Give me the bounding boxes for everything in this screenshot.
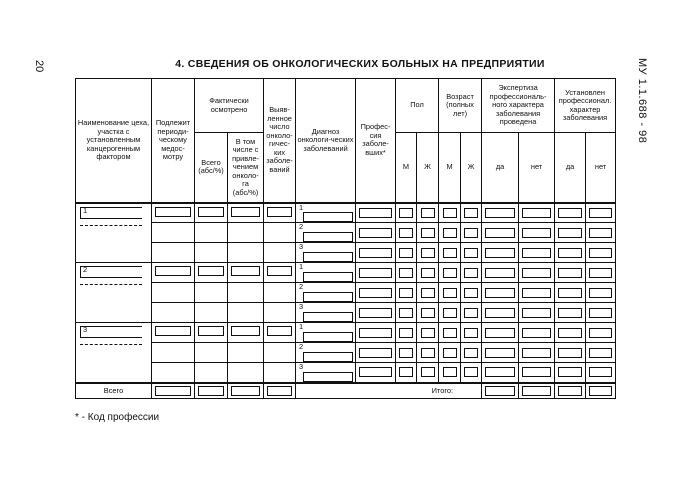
diagnosis-field[interactable] <box>303 312 353 322</box>
table-row <box>76 343 616 363</box>
age-zh-field[interactable] <box>464 248 478 258</box>
sex-m-checkbox[interactable] <box>399 328 413 338</box>
diagnosis-field[interactable] <box>303 252 353 262</box>
expertise-no-field[interactable] <box>522 268 551 278</box>
established-yes-field[interactable] <box>558 308 582 318</box>
expertise-yes-field[interactable] <box>485 228 515 238</box>
row-number: 1 <box>299 322 304 332</box>
age-m-field[interactable] <box>443 348 457 358</box>
profession-field[interactable] <box>359 308 392 318</box>
group-number: 2 <box>83 265 88 274</box>
age-m-field[interactable] <box>443 367 457 377</box>
profession-field[interactable] <box>359 268 392 278</box>
header-examined-total: Всего (абс/%) <box>195 133 228 203</box>
header-established: Установлен профессионал. характер заболевания <box>555 79 616 133</box>
row-number: 3 <box>299 302 304 312</box>
sex-m-checkbox[interactable] <box>399 228 413 238</box>
expertise-no-field[interactable] <box>522 228 551 238</box>
established-no-field[interactable] <box>589 288 612 298</box>
sex-zh-checkbox[interactable] <box>421 208 435 218</box>
total-examined-field[interactable] <box>198 386 224 396</box>
expertise-yes-field[interactable] <box>485 367 515 377</box>
footnote: * - Код профессии <box>75 412 160 423</box>
sex-zh-checkbox[interactable] <box>421 308 435 318</box>
established-no-field[interactable] <box>589 348 612 358</box>
table-row <box>76 243 616 263</box>
row-number: 1 <box>299 262 304 272</box>
header-age-zh: Ж <box>461 133 482 203</box>
age-zh-field[interactable] <box>464 308 478 318</box>
expertise-no-field[interactable] <box>522 248 551 258</box>
header-name: Наименование цеха, участка с установленным канцерогенным фактором <box>76 79 152 203</box>
sex-m-checkbox[interactable] <box>399 288 413 298</box>
age-zh-field[interactable] <box>464 348 478 358</box>
header-sex-zh: Ж <box>417 133 439 203</box>
profession-field[interactable] <box>359 328 392 338</box>
established-yes-field[interactable] <box>558 328 582 338</box>
established-yes-field[interactable] <box>558 288 582 298</box>
group-number: 1 <box>83 205 88 215</box>
expertise-yes-field[interactable] <box>485 248 515 258</box>
row-number: 1 <box>299 202 304 212</box>
row-number: 3 <box>299 242 304 252</box>
header-diagnosis: Диагноз онкологи-ческих заболеваний <box>296 79 356 203</box>
examined-oncologist-field[interactable] <box>231 326 260 336</box>
expertise-no-field[interactable] <box>522 308 551 318</box>
expertise-yes-field[interactable] <box>485 288 515 298</box>
row-number: 3 <box>299 362 304 371</box>
diagnosis-field[interactable] <box>303 372 353 382</box>
table-row <box>76 223 616 243</box>
established-yes-field[interactable] <box>558 248 582 258</box>
table-row <box>76 363 616 383</box>
examined-total-field[interactable] <box>198 326 224 336</box>
row-number: 2 <box>299 222 304 232</box>
age-zh-field[interactable] <box>464 367 478 377</box>
sex-m-checkbox[interactable] <box>399 248 413 258</box>
established-no-field[interactable] <box>589 248 612 258</box>
total-found-field[interactable] <box>267 386 292 396</box>
found-field[interactable] <box>267 326 292 336</box>
total-label: Всего <box>76 383 152 399</box>
examined-total-field[interactable] <box>198 207 224 217</box>
sex-zh-checkbox[interactable] <box>421 288 435 298</box>
profession-field[interactable] <box>359 348 392 358</box>
row-number: 2 <box>299 282 304 292</box>
age-m-field[interactable] <box>443 288 457 298</box>
age-zh-field[interactable] <box>464 228 478 238</box>
total-oncologist-field[interactable] <box>231 386 260 396</box>
profession-field[interactable] <box>359 228 392 238</box>
header-profession: Профес-сия заболе-вших* <box>356 79 396 203</box>
profession-field[interactable] <box>359 288 392 298</box>
age-m-field[interactable] <box>443 268 457 278</box>
sex-m-checkbox[interactable] <box>399 367 413 377</box>
table-row <box>76 203 616 223</box>
oncology-form-table <box>75 78 616 399</box>
established-yes-field[interactable] <box>558 367 582 377</box>
profession-field[interactable] <box>359 367 392 377</box>
diagnosis-field[interactable] <box>303 212 353 222</box>
subject-field[interactable] <box>155 266 191 276</box>
sex-m-checkbox[interactable] <box>399 208 413 218</box>
header-subject: Подлежит периоди-ческому медос-мотру <box>152 79 195 203</box>
age-m-field[interactable] <box>443 248 457 258</box>
diagnosis-field[interactable] <box>303 332 353 342</box>
established-no-field[interactable] <box>589 228 612 238</box>
header-examined: Фактически осмотрено <box>195 79 264 133</box>
age-m-field[interactable] <box>443 328 457 338</box>
header-expertise: Экспертиза профессиональ-ного характера заболевания проведена <box>482 79 555 133</box>
row-number: 2 <box>299 342 304 352</box>
expertise-yes-field[interactable] <box>485 328 515 338</box>
diagnosis-field[interactable] <box>303 272 353 282</box>
header-sex-m: М <box>396 133 417 203</box>
workshop-field[interactable] <box>76 204 151 262</box>
diagnosis-field[interactable] <box>303 352 353 362</box>
expertise-no-field[interactable] <box>522 328 551 338</box>
header-established-no: нет <box>586 133 616 203</box>
established-yes-field[interactable] <box>558 208 582 218</box>
header-expertise-no: нет <box>519 133 555 203</box>
established-yes-field[interactable] <box>558 348 582 358</box>
examined-total-field[interactable] <box>198 266 224 276</box>
workshop-field[interactable] <box>76 263 151 321</box>
totals-row <box>76 383 616 399</box>
sex-zh-checkbox[interactable] <box>421 367 435 377</box>
age-m-field[interactable] <box>443 228 457 238</box>
subject-field[interactable] <box>155 326 191 336</box>
expertise-yes-field[interactable] <box>485 308 515 318</box>
expertise-yes-field[interactable] <box>485 348 515 358</box>
expertise-no-field[interactable] <box>522 208 551 218</box>
age-m-field[interactable] <box>443 308 457 318</box>
sex-zh-checkbox[interactable] <box>421 268 435 278</box>
found-field[interactable] <box>267 266 292 276</box>
established-no-field[interactable] <box>589 308 612 318</box>
header-age: Возраст (полных лет) <box>439 79 482 133</box>
total-established-yes-field[interactable] <box>558 386 582 396</box>
found-field[interactable] <box>267 207 292 217</box>
sex-zh-checkbox[interactable] <box>421 328 435 338</box>
header-established-yes: да <box>555 133 586 203</box>
age-zh-field[interactable] <box>464 288 478 298</box>
page-title: 4. СВЕДЕНИЯ ОБ ОНКОЛОГИЧЕСКИХ БОЛЬНЫХ НА ПРЕДПРИЯТИИ <box>175 58 545 70</box>
workshop-field[interactable] <box>76 323 151 381</box>
total-expertise-no-field[interactable] <box>522 386 551 396</box>
expertise-no-field[interactable] <box>522 288 551 298</box>
total-subject-field[interactable] <box>155 386 191 396</box>
sex-m-checkbox[interactable] <box>399 308 413 318</box>
itogo-label: Итого: <box>296 383 482 399</box>
age-zh-field[interactable] <box>464 208 478 218</box>
expertise-no-field[interactable] <box>522 348 551 358</box>
header-age-m: М <box>439 133 461 203</box>
table-row <box>76 263 616 283</box>
established-yes-field[interactable] <box>558 228 582 238</box>
table-row <box>76 283 616 303</box>
expertise-no-field[interactable] <box>522 367 551 377</box>
page-number: 20 <box>33 60 45 73</box>
total-established-no-field[interactable] <box>589 386 612 396</box>
established-no-field[interactable] <box>589 208 612 218</box>
profession-field[interactable] <box>359 208 392 218</box>
sex-zh-checkbox[interactable] <box>421 348 435 358</box>
established-no-field[interactable] <box>589 268 612 278</box>
expertise-yes-field[interactable] <box>485 268 515 278</box>
examined-oncologist-field[interactable] <box>231 207 260 217</box>
sex-m-checkbox[interactable] <box>399 268 413 278</box>
document-code: МУ 1.1.688 - 98 <box>636 58 648 144</box>
table-row <box>76 303 616 323</box>
established-yes-field[interactable] <box>558 268 582 278</box>
age-m-field[interactable] <box>443 208 457 218</box>
sex-zh-checkbox[interactable] <box>421 248 435 258</box>
table-row <box>76 323 616 343</box>
established-no-field[interactable] <box>589 328 612 338</box>
sex-m-checkbox[interactable] <box>399 348 413 358</box>
sex-zh-checkbox[interactable] <box>421 228 435 238</box>
header-examined-oncologist: В том числе с привле-чением онколо-га (абс/%) <box>228 133 264 203</box>
header-expertise-yes: да <box>482 133 519 203</box>
diagnosis-field[interactable] <box>303 232 353 242</box>
age-zh-field[interactable] <box>464 268 478 278</box>
established-no-field[interactable] <box>589 367 612 377</box>
header-sex: Пол <box>396 79 439 133</box>
age-zh-field[interactable] <box>464 328 478 338</box>
subject-field[interactable] <box>155 207 191 217</box>
header-found: Выяв-ленное число онколо-гичес-ких заболе-ваний <box>264 79 296 203</box>
profession-field[interactable] <box>359 248 392 258</box>
diagnosis-field[interactable] <box>303 292 353 302</box>
total-expertise-yes-field[interactable] <box>485 386 515 396</box>
group-number: 3 <box>83 325 88 334</box>
examined-oncologist-field[interactable] <box>231 266 260 276</box>
expertise-yes-field[interactable] <box>485 208 515 218</box>
